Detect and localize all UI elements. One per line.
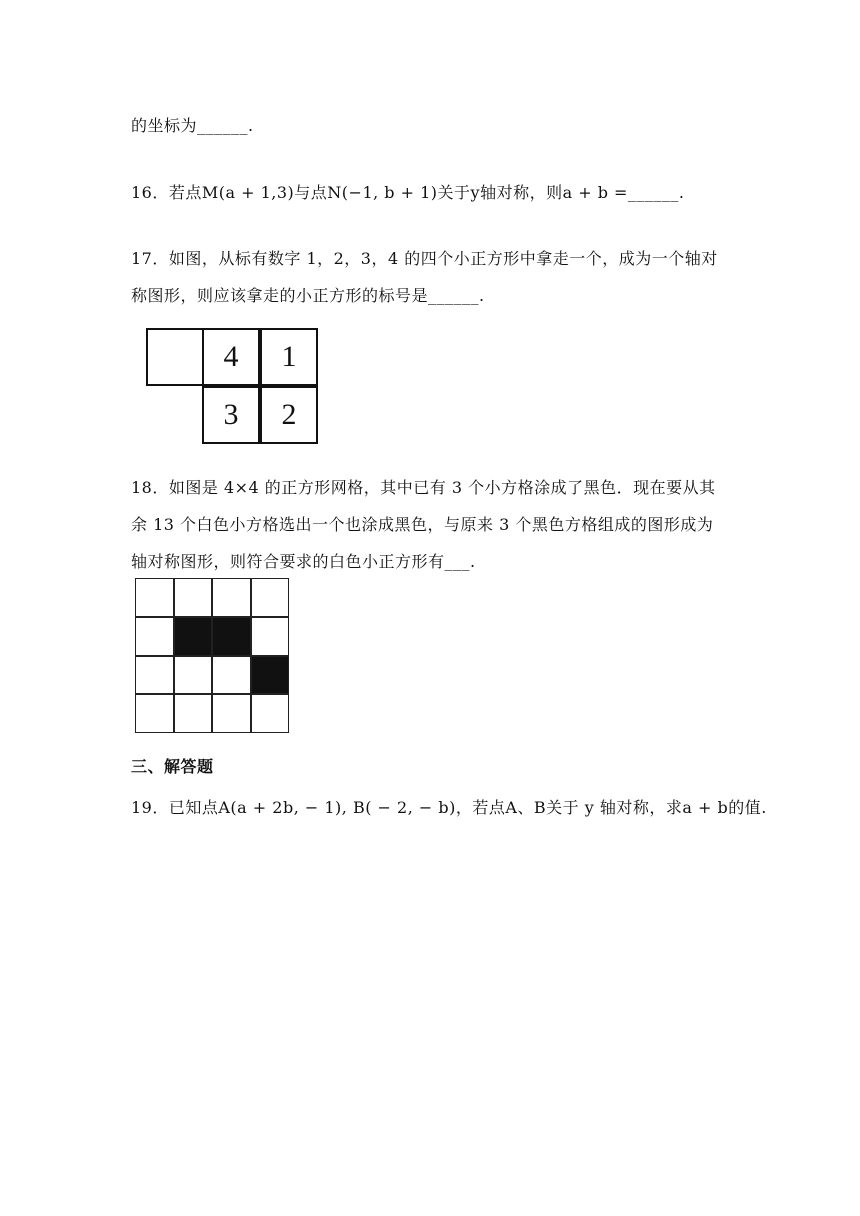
white-cell <box>251 617 290 656</box>
white-cell <box>174 694 213 733</box>
figure-17-squares <box>146 328 322 446</box>
white-cell <box>212 694 251 733</box>
square-4: 4 <box>202 328 260 386</box>
white-cell <box>212 578 251 617</box>
white-cell <box>174 656 213 695</box>
question-18-line-3: 轴对称图形，则符合要求的白色小正方形有___. <box>131 552 476 571</box>
question-17-line-1: 17．如图，从标有数字 1，2，3，4 的四个小正方形中拿走一个，成为一个轴对 <box>131 249 718 268</box>
question-17-line-2: 称图形，则应该拿走的小正方形的标号是______. <box>131 286 485 305</box>
square-2: 2 <box>260 386 318 444</box>
question-19: 19．已知点A(a + 2b, − 1), B( − 2, − b)，若点A、B关于 y 轴对称，求a + b的值. <box>131 798 767 817</box>
white-cell <box>135 694 174 733</box>
white-cell <box>135 617 174 656</box>
question-16: 16．若点M(a + 1,3)与点N(−1, b + 1)关于y轴对称，则a + b =______. <box>131 183 685 202</box>
white-cell <box>251 694 290 733</box>
black-cell <box>212 617 251 656</box>
section-heading: 三、解答题 <box>131 757 214 776</box>
black-cell <box>251 656 290 695</box>
white-cell <box>135 578 174 617</box>
question-18-line-1: 18．如图是 4×4 的正方形网格，其中已有 3 个小方格涂成了黑色．现在要从其 <box>131 478 716 497</box>
blank-square <box>146 328 204 386</box>
white-cell <box>251 578 290 617</box>
white-cell <box>174 578 213 617</box>
white-cell <box>135 656 174 695</box>
white-cell <box>212 656 251 695</box>
square-3: 3 <box>202 386 260 444</box>
q15-tail: 的坐标为______. <box>131 116 254 135</box>
question-18-line-2: 余 13 个白色小方格选出一个也涂成黑色，与原来 3 个黑色方格组成的图形成为 <box>131 515 714 534</box>
figure-18-grid <box>135 578 289 733</box>
square-1: 1 <box>260 328 318 386</box>
black-cell <box>174 617 213 656</box>
